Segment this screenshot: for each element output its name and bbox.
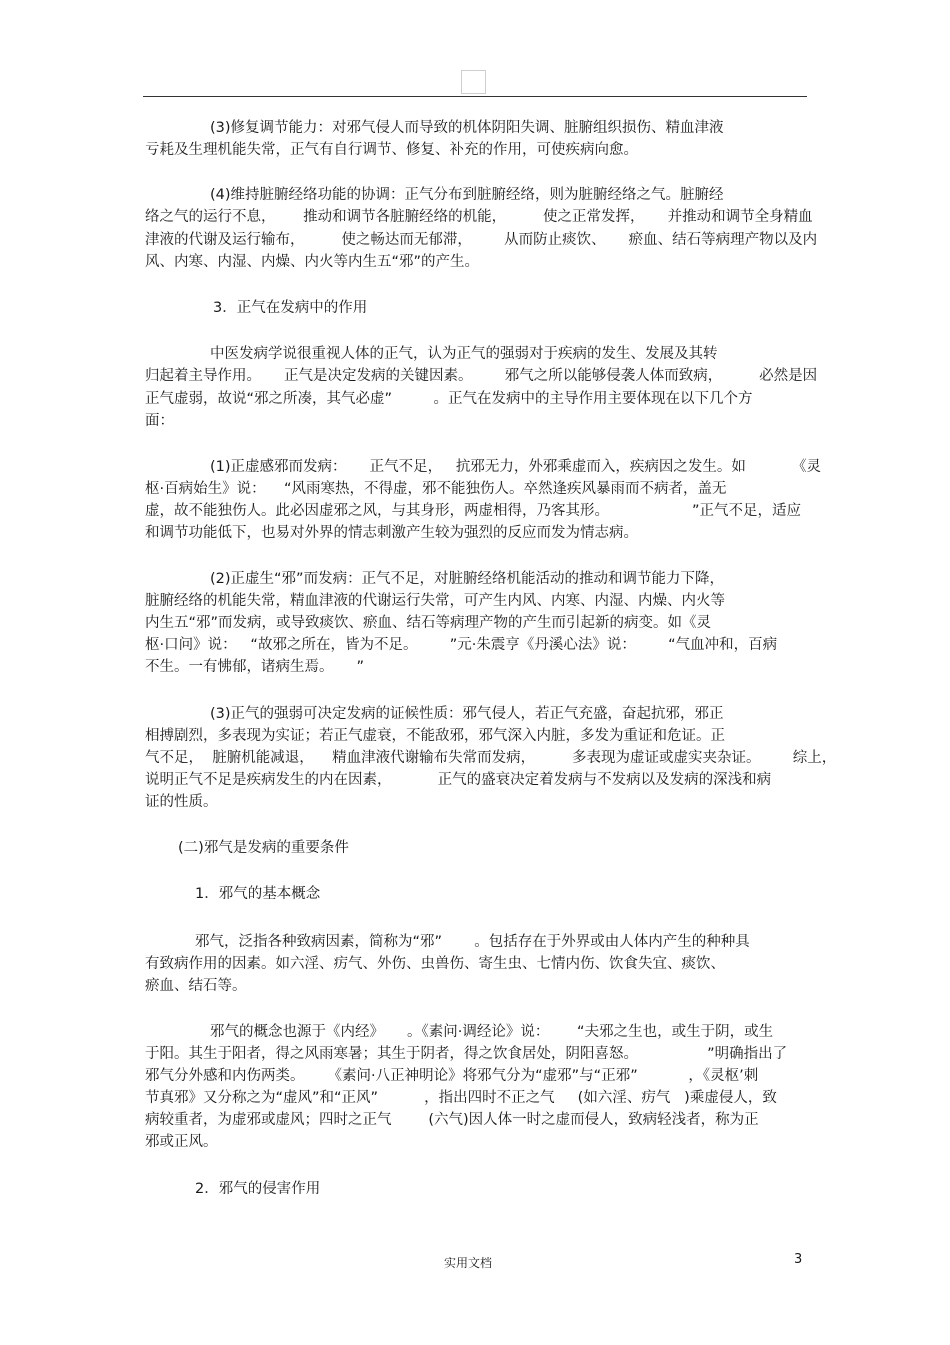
text-line: 相搏剧烈，多表现为实证；若正气虚衰，不能敌邪，邪气深入内脏，多发为重证和危证。正 — [145, 728, 725, 744]
text-line: 归起着主导作用。 正气是决定发病的关键因素。 邪气之所以能够侵袭人体而致病， 必然是因 — [145, 368, 818, 384]
page-number: 3 — [794, 1252, 803, 1267]
section-heading: 2．邪气的侵害作用 — [195, 1181, 321, 1197]
text-line: 内生五“邪”而发病，或导致痰饮、瘀血、结石等病理产物的产生而引起新的病变。如《灵 — [145, 615, 712, 631]
text-line: 正气虚弱，故说“邪之所凑，其气必虚” 。正气在发病中的主导作用主要体现在以下几个方 — [145, 391, 753, 407]
text-line: (3)正气的强弱可决定发病的证候性质：邪气侵人，若正气充盛，奋起抗邪，邪正 — [210, 706, 724, 722]
text-line: 脏腑经络的机能失常，精血津液的代谢运行失常，可产生内风、内寒、内湿、内燥、内火等 — [145, 593, 725, 609]
text-line: (2)正虚生“邪”而发病：正气不足，对脏腑经络机能活动的推动和调节能力下降， — [210, 571, 725, 587]
text-line: 不生。一有怫郁，诸病生焉。 ” — [145, 659, 365, 675]
text-line: 虚，故不能独伤人。此必因虚邪之风，与其身形，两虚相得，乃客其形。 ”正气不足，适应 — [145, 503, 801, 519]
section-heading: 3．正气在发病中的作用 — [213, 300, 368, 316]
text-line: 说明正气不足是疾病发生的内在因素， 正气的盛衰决定着发病与不发病以及发病的深浅和病 — [145, 772, 772, 788]
text-line: 津液的代谢及运行输布， 使之畅达而无郁滞， 从而防止痰饮、 瘀血、结石等病理产物以及内 — [145, 232, 818, 248]
text-line: 邪气，泛指各种致病因素，简称为“邪” 。包括存在于外界或由人体内产生的种种具 — [195, 934, 750, 950]
text-line: 面： — [145, 413, 174, 429]
text-line: 气不足， 脏腑机能减退， 精血津液代谢输布失常而发病， 多表现为虚证或虚实夹杂证。 综上， — [145, 750, 837, 766]
text-line: 亏耗及生理机能失常，正气有自行调节、修复、补充的作用，可使疾病向愈。 — [145, 142, 638, 158]
text-line: (4)维持脏腑经络功能的协调：正气分布到脏腑经络，则为脏腑经络之气。脏腑经 — [210, 187, 724, 203]
text-line: 风、内寒、内湿、内燥、内火等内生五“邪”的产生。 — [145, 254, 480, 270]
text-line: (3)修复调节能力：对邪气侵人而导致的机体阴阳失调、脏腑组织损伤、精血津液 — [210, 120, 724, 136]
text-line: 有致病作用的因素。如六淫、疠气、外伤、虫兽伤、寄生虫、七情内伤、饮食失宜、痰饮、 — [145, 956, 725, 972]
section-heading: 1．邪气的基本概念 — [195, 886, 321, 902]
section-heading: (二)邪气是发病的重要条件 — [178, 840, 349, 856]
text-line: 于阳。其生于阳者，得之风雨寒暑；其生于阴者，得之饮食居处，阴阳喜怒。 ”明确指出了 — [145, 1046, 788, 1062]
text-line: 邪或正风。 — [145, 1134, 218, 1150]
header-rule — [143, 96, 807, 97]
text-line: 瘀血、结石等。 — [145, 978, 247, 994]
text-line: 邪气分外感和内伤两类。 《素问·八正神明论》将邪气分为“虚邪”与“正邪” ，《灵枢’刺 — [145, 1068, 759, 1084]
text-line: 节真邪》又分称之为“虚风”和“正风” ，指出四时不正之气 (如六淫、疠气 )乘虚侵人，致 — [145, 1090, 777, 1106]
text-line: 证的性质。 — [145, 794, 218, 810]
text-line: 络之气的运行不息， 推动和调节各脏腑经络的机能， 使之正常发挥， 并推动和调节全身精血 — [145, 209, 813, 225]
text-line: (1)正虚感邪而发病： 正气不足， 抗邪无力，外邪乘虚而入，疾病因之发生。如 《灵 — [210, 459, 822, 475]
text-line: 中医发病学说很重视人体的正气，认为正气的强弱对于疾病的发生、发展及其转 — [210, 346, 718, 362]
text-line: 邪气的概念也源于《内经》 。《素问·调经论》说： “夫邪之生也，或生于阴，或生 — [210, 1024, 774, 1040]
text-line: 枢·百病始生》说： “风雨寒热，不得虚，邪不能独伤人。卒然逢疾风暴雨而不病者，盖无 — [145, 481, 727, 497]
footer-label: 实用文档 — [444, 1256, 493, 1270]
header-box — [461, 70, 486, 94]
text-line: 和调节功能低下，也易对外界的情志刺激产生较为强烈的反应而发为情志病。 — [145, 525, 638, 541]
text-line: 病较重者，为虚邪或虚风；四时之正气 (六气)因人体一时之虚而侵人，致病轻浅者，称为正 — [145, 1112, 759, 1128]
text-line: 枢·口问》说： “故邪之所在，皆为不足。 ”元·朱震亨《丹溪心法》说： “气血冲和，百病 — [145, 637, 778, 653]
